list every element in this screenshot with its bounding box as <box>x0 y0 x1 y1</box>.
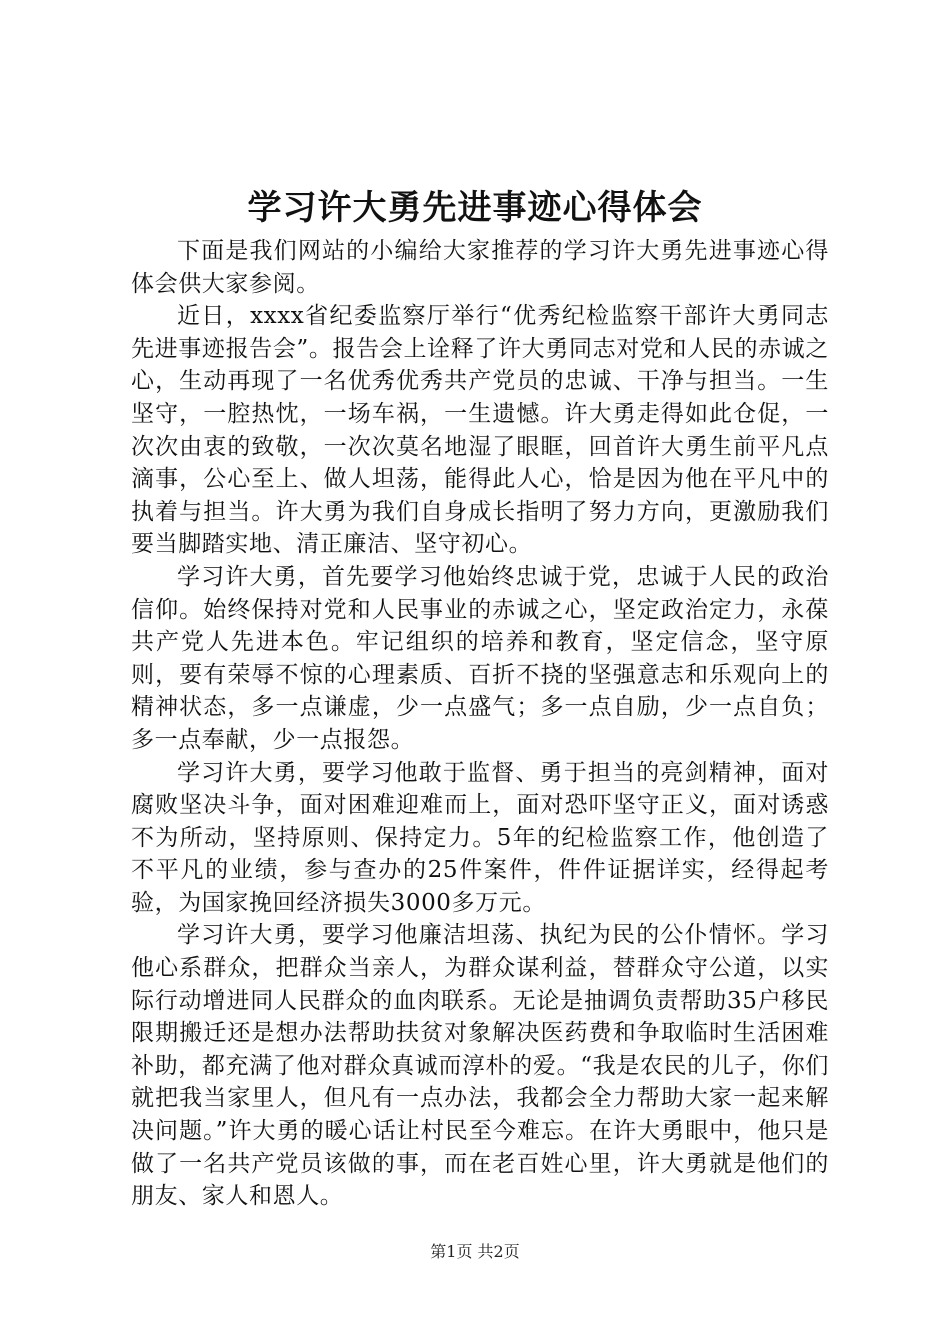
paragraph-public-servant: 学习许大勇，要学习他廉洁坦荡、执纪为民的公仆情怀。学习他心系群众，把群众当亲人，为群众谋利益，替群众守公道，以实际行动增进同人民群众的血肉联系。无论是抽调负责帮助35户移民限期搬迁还是想办法帮助扶贫对象解决医药费和争取临时生活困难补助，都充满了他对群众真诚而淳朴的爱。“我是农民的儿子，你们就把我当家里人，但凡有一点办法，我都会全力帮助大家一起来解决问题。”许大勇的暖心话让村民至今难忘。在许大勇眼中，他只是做了一名共产党员该做的事，而在老百姓心里，许大勇就是他们的朋友、家人和恩人。 <box>131 922 829 1210</box>
paragraph-loyalty: 学习许大勇，首先要学习他始终忠诚于党，忠诚于人民的政治信仰。始终保持对党和人民事业的赤诚之心，坚定政治定力，永葆共产党人先进本色。牢记组织的培养和教育，坚定信念，坚守原则，要有荣辱不惊的心理素质、百折不挠的坚强意志和乐观向上的精神状态，多一点谦虚，少一点盛气；多一点自励，少一点自负；多一点奉献，少一点报怨。 <box>131 563 829 753</box>
paragraph-supervision: 学习许大勇，要学习他敢于监督、勇于担当的亮剑精神，面对腐败坚决斗争，面对困难迎难而上，面对恐吓坚守正义，面对诱惑不为所动，坚持原则、保持定力。5年的纪检监察工作，他创造了不平凡的业绩，参与查办的25件案件，件件证据详实，经得起考验，为国家挽回经济损失3000多万元。 <box>131 759 829 916</box>
paragraph-intro: 下面是我们网站的小编给大家推荐的学习许大勇先进事迹心得体会供大家参阅。 <box>131 238 829 297</box>
page-number-footer: 第1页 共2页 <box>430 1242 520 1261</box>
paragraph-report-meeting: 近日，xxxx省纪委监察厅举行“优秀纪检监察干部许大勇同志先进事迹报告会”。报告会上诠释了许大勇同志对党和人民的赤诚之心，生动再现了一名优秀优秀共产党员的忠诚、干净与担当。一生坚守，一腔热忱，一场车祸，一生遗憾。许大勇走得如此仓促，一次次由衷的致敬，一次次莫名地湿了眼眶，回首许大勇生前平凡点滴事，公心至上、做人坦荡，能得此人心，恰是因为他在平凡中的执着与担当。许大勇为我们自身成长指明了努力方向，更激励我们要当脚踏实地、清正廉洁、坚守初心。 <box>131 303 829 558</box>
document-title: 学习许大勇先进事迹心得体会 <box>247 188 703 228</box>
document-body <box>131 235 829 1213</box>
